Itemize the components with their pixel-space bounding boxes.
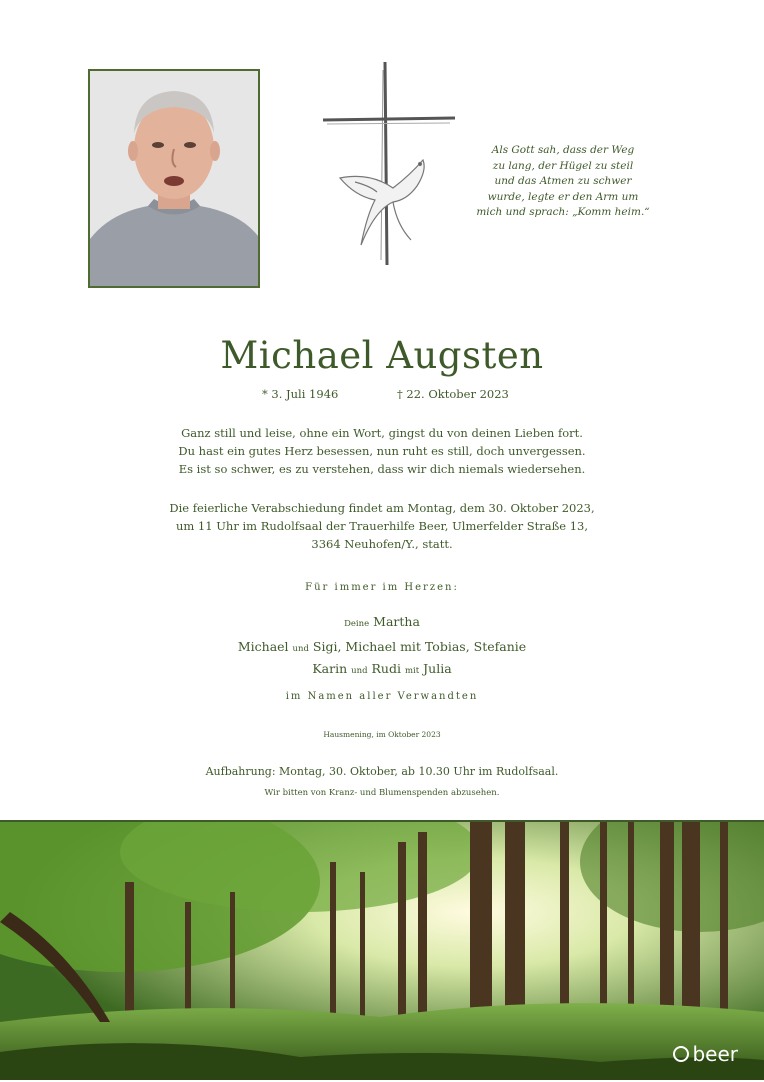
family-line-2 [0, 659, 764, 681]
memorial-verse [0, 424, 764, 478]
logo-text: beer [692, 1042, 738, 1066]
verse-line: Es ist so schwer, es zu verstehen, dass wir dich niemals wiedersehen. [178, 462, 586, 476]
family-name: Rudi [371, 661, 401, 676]
cross-icon [315, 60, 460, 270]
viewing-note: Aufbahrung: Montag, 30. Oktober, ab 10.30 Uhr im Rudolfsaal. [205, 765, 559, 778]
forest-image [0, 820, 764, 1082]
ceremony-line: 3364 Neuhofen/Y., statt. [311, 537, 453, 551]
cross-dove-illustration [315, 60, 460, 270]
family-name: Karin [312, 661, 348, 676]
connector-word: und [351, 666, 368, 676]
family-names [0, 637, 764, 681]
spouse-prefix: Deine [344, 619, 370, 629]
poem [468, 143, 658, 221]
verse-line: Ganz still und leise, ohne ein Wort, gingst du von deinen Lieben fort. [181, 426, 583, 440]
poem-line: mich und sprach: „Komm heim.“ [476, 206, 650, 218]
family-name: Michael [237, 639, 289, 654]
beer-logo [673, 1042, 738, 1066]
poem-line: zu lang, der Hügel zu steil [492, 159, 634, 172]
spouse-name: Martha [373, 614, 420, 629]
deceased-name: Michael Augsten [220, 334, 544, 377]
connector-word: und [292, 644, 309, 654]
poem-line: wurde, legte er den Arm um [487, 190, 639, 203]
family-name: Sigi, Michael mit Tobias, Stefanie [312, 639, 527, 654]
poem-line: Als Gott sah, dass der Weg [491, 144, 635, 156]
spouse-line [0, 612, 764, 634]
ceremony-line: Die feierliche Verabschiedung findet am Montag, dem 30. Oktober 2023, [169, 501, 595, 515]
forest-illustration [0, 822, 764, 1080]
ceremony-line: um 11 Uhr im Rudolfsaal der Trauerhilfe Beer, Ulmerfelder Straße 13, [175, 519, 589, 533]
portrait-figure [90, 71, 258, 286]
family-line-1 [0, 637, 764, 659]
flowers-request: Wir bitten von Kranz- und Blumenspenden abzusehen. [264, 788, 500, 798]
connector-word: mit [404, 666, 420, 676]
death-date: † 22. Oktober 2023 [397, 387, 509, 401]
ceremony-info [0, 499, 764, 553]
family-name: Julia [423, 661, 452, 676]
relatives-line: im Namen aller Verwandten [285, 691, 479, 702]
beer-logo-icon [673, 1046, 689, 1062]
verse-line: Du hast ein gutes Herz besessen, nun ruht es still, doch unvergessen. [178, 444, 586, 458]
poem-line: und das Atmen zu schwer [494, 175, 632, 187]
place-date: Hausmening, im Oktober 2023 [323, 730, 441, 739]
portrait-photo [88, 69, 260, 288]
mourners-heading: Für immer im Herzen: [305, 582, 459, 593]
birth-date: * 3. Juli 1946 [262, 387, 339, 401]
